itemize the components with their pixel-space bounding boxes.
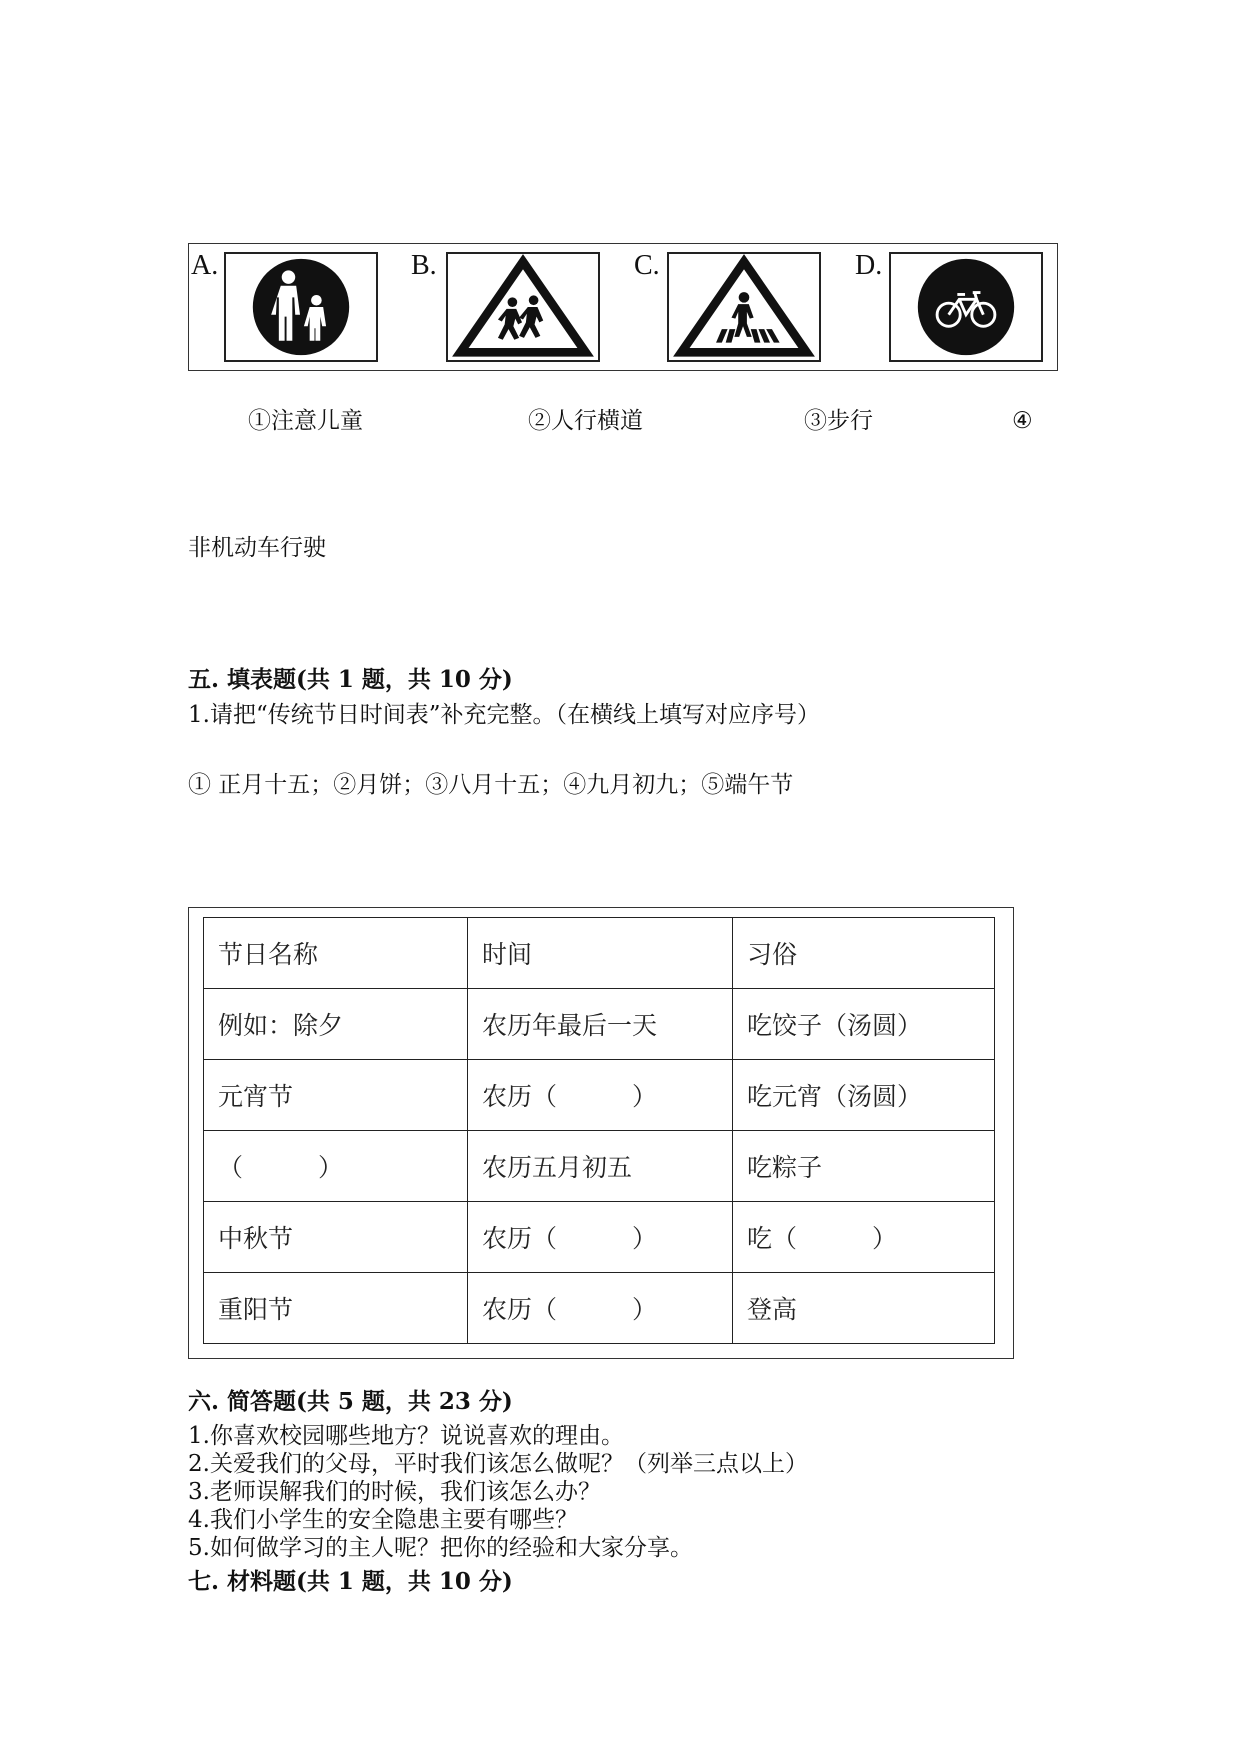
header-time: 时间 [468,918,733,989]
table-cell: 吃元宵（汤圆） [733,1060,995,1131]
section-7-title: 七. 材料题(共 1 题，共 10 分) [188,1568,513,1595]
pedestrian-walking-icon [226,254,376,360]
sign-letter-a: A. [191,250,219,281]
table-cell: 农历五月初五 [468,1131,733,1202]
table-cell: （ ） [204,1131,468,1202]
table-cell: 农历年最后一天 [468,989,733,1060]
table-row [204,1060,995,1131]
section-6-question-1: 1.你喜欢校园哪些地方？说说喜欢的理由。 [188,1423,624,1449]
sign-option-2: ②人行横道 [528,408,643,434]
sign-b [446,252,600,362]
header-festival-name: 节日名称 [204,918,468,989]
sign-c [667,252,821,362]
festival-table [203,917,995,1344]
section-6-question-2: 2.关爱我们的父母，平时我们该怎么做呢？（列举三点以上） [188,1451,808,1477]
section-5-title: 五. 填表题(共 1 题，共 10 分) [188,666,513,693]
section-5-question: 1.请把“传统节日时间表”补充完整。（在横线上填写对应序号） [188,702,820,728]
children-crossing-icon [448,254,598,360]
sign-option-4: ④ [1012,408,1033,434]
table-cell: 例如：除夕 [204,989,468,1060]
sign-option-1: ①注意儿童 [248,408,363,434]
table-cell: 吃饺子（汤圆） [733,989,995,1060]
section-6-title: 六. 简答题(共 5 题，共 23 分) [188,1388,513,1415]
sign-option-4-text: 非机动车行驶 [188,535,326,561]
table-row [204,1131,995,1202]
header-custom: 习俗 [733,918,995,989]
table-cell: 农历（ ） [468,1202,733,1273]
section-5-choices: ① 正月十五；②月饼；③八月十五；④九月初九；⑤端午节 [188,772,794,798]
table-header-row [204,918,995,989]
table-cell: 登高 [733,1273,995,1344]
sign-d [889,252,1043,362]
table-cell: 元宵节 [204,1060,468,1131]
bicycle-icon [891,254,1041,360]
traffic-sign-strip [188,243,1058,371]
table-cell: 吃（ ） [733,1202,995,1273]
table-cell: 吃粽子 [733,1131,995,1202]
table-row [204,989,995,1060]
sign-letter-b: B. [411,250,437,281]
section-6-question-5: 5.如何做学习的主人呢？把你的经验和大家分享。 [188,1535,693,1561]
section-6-question-4: 4.我们小学生的安全隐患主要有哪些？ [188,1507,578,1533]
table-cell: 重阳节 [204,1273,468,1344]
pedestrian-crosswalk-icon [669,254,819,360]
sign-letter-d: D. [855,250,883,281]
sign-option-3: ③步行 [804,408,873,434]
table-row [204,1273,995,1344]
table-cell: 农历（ ） [468,1273,733,1344]
table-cell: 农历（ ） [468,1060,733,1131]
table-row [204,1202,995,1273]
sign-letter-c: C. [634,250,660,281]
table-cell: 中秋节 [204,1202,468,1273]
section-6-question-3: 3.老师误解我们的时候，我们该怎么办？ [188,1479,601,1505]
sign-a [224,252,378,362]
